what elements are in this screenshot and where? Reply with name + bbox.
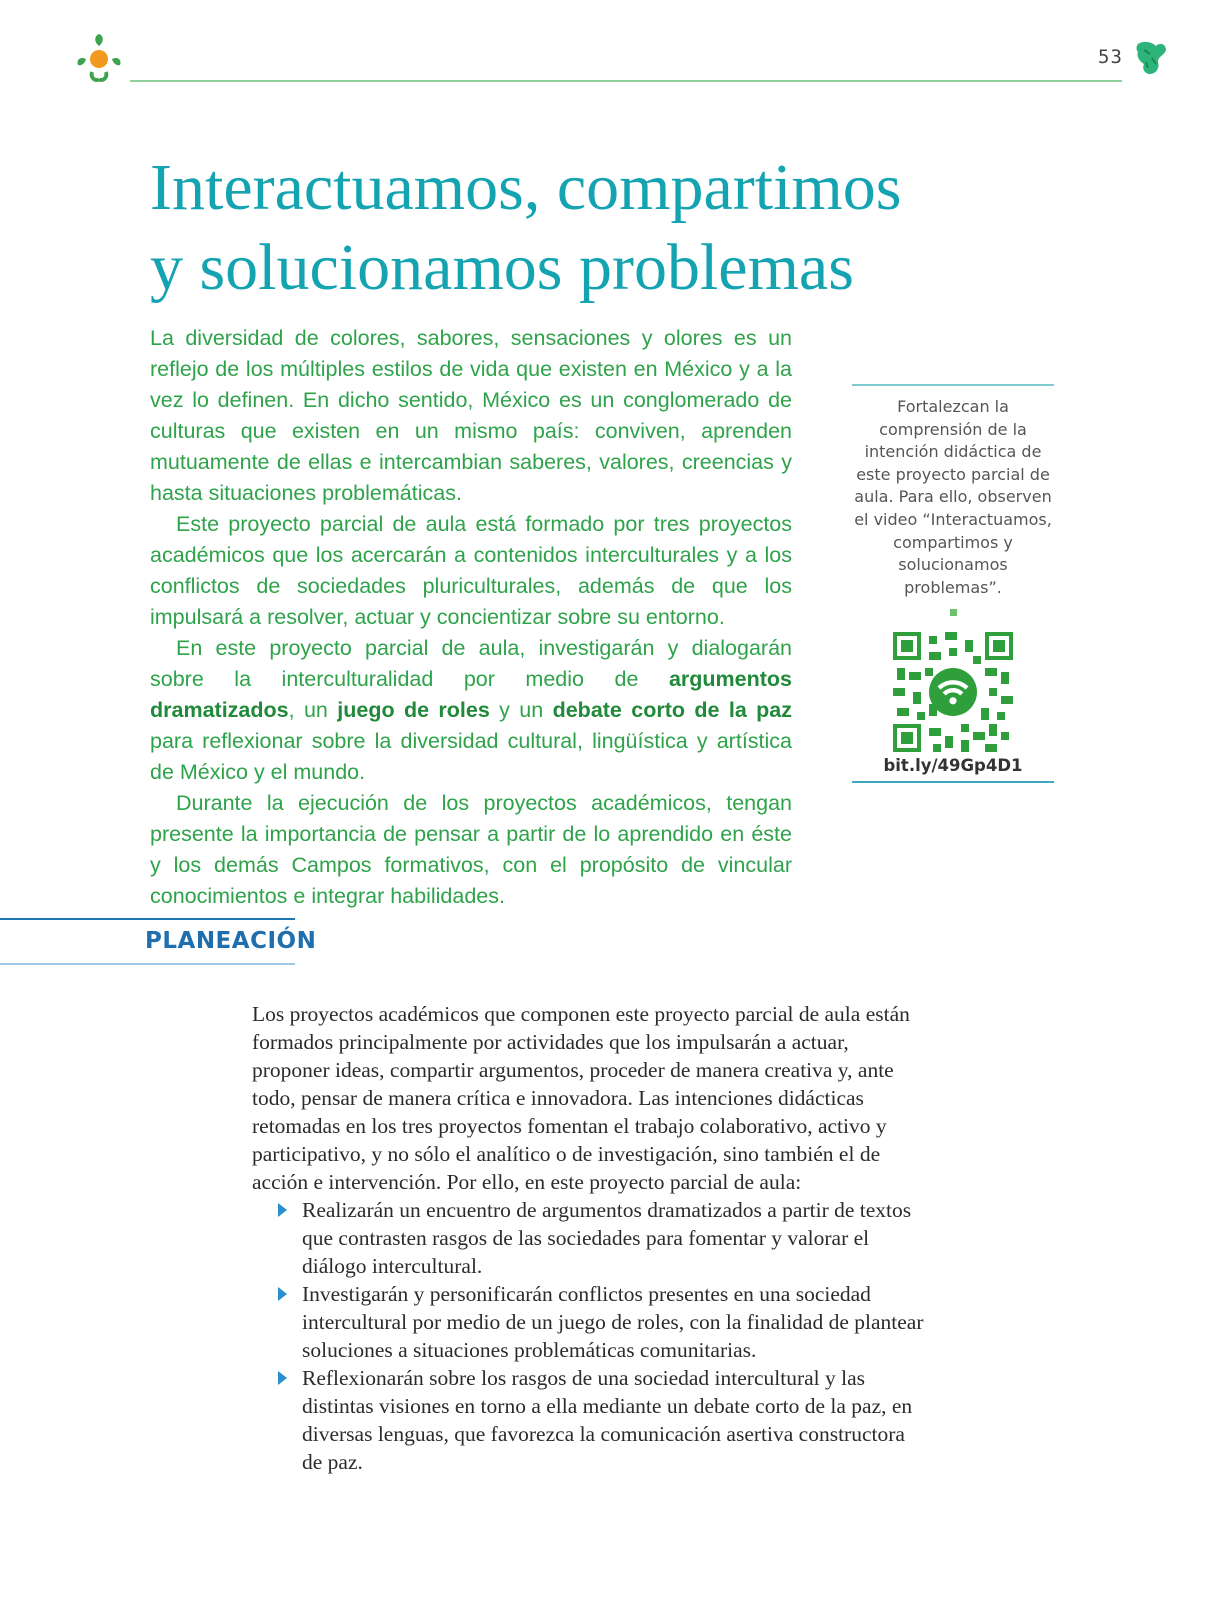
- header-rule: [130, 80, 1122, 82]
- green-glyph-icon: [1134, 38, 1168, 78]
- list-item-text: Realizarán un encuentro de argumentos dramatizados a partir de textos que contrasten rasgos de las sociedades para fomentar y valorar el diálogo intercultural.: [302, 1198, 912, 1278]
- list-item: [302, 1280, 924, 1364]
- term-debate-corto: debate corto de la paz: [552, 698, 792, 722]
- section-heading: PLANEACIÓN: [145, 928, 317, 954]
- section-bottom-rule: [0, 963, 295, 965]
- intro-p3-text-e: para reflexionar sobre la diversidad cultural, lingüística y artística de México y el mundo.: [150, 729, 792, 784]
- bullet-arrow-icon: [278, 1287, 287, 1301]
- intro-p3-text-a: En este proyecto parcial de aula, investigarán y dialogarán sobre la interculturalidad por medio de: [150, 636, 792, 691]
- qr-code-icon[interactable]: [893, 632, 1013, 752]
- list-item-text: Investigarán y personificarán conflictos presentes en una sociedad intercultural por medio de un juego de roles, con la finalidad de plantear soluciones a situaciones problemáticas comunitarias.: [302, 1282, 924, 1362]
- term-juego-de-roles: juego de roles: [337, 698, 490, 722]
- bullet-arrow-icon: [278, 1203, 287, 1217]
- section-top-rule: [0, 918, 295, 920]
- intro-paragraph-2: Este proyecto parcial de aula está formado por tres proyectos académicos que los acercarán a contenidos interculturales y a los conflictos de sociedades pluriculturales, además de que los impulsará a resolver, actuar y concientizar sobre su entorno.: [150, 512, 792, 629]
- term-argumentos-dramatizados: argumentos dramatizados: [150, 667, 792, 722]
- sidebar-bottom-rule: [852, 781, 1054, 783]
- page-number: 53: [1098, 46, 1123, 68]
- intro-text: [150, 323, 792, 912]
- sidebar-top-rule: [852, 384, 1054, 386]
- list-item: [302, 1196, 924, 1280]
- video-sidebar: [852, 384, 1054, 783]
- list-item: [302, 1364, 924, 1476]
- list-item-text: Reflexionarán sobre los rasgos de una sociedad intercultural y las distintas visiones en torno a ella mediante un debate corto de la paz, en diversas lenguas, que favorezca la comunicación asertiva constructora de paz.: [302, 1366, 913, 1474]
- intro-paragraph-1: La diversidad de colores, sabores, sensaciones y olores es un reflejo de los múltiples estilos de vida que existen en México y a la vez lo definen. En dicho sentido, México es un conglomerado de culturas que existen en un mismo país: conviven, aprenden mutuamente de ellas e intercambian saberes, valores, creencias y hasta situaciones problemáticas.: [150, 326, 792, 505]
- intro-p3-text-d: y un: [489, 698, 553, 722]
- video-link[interactable]: bit.ly/49Gp4D1: [883, 756, 1023, 776]
- intro-paragraph-4: Durante la ejecución de los proyectos académicos, tengan presente la importancia de pensar a partir de lo aprendido en éste y los demás Campos formativos, con el propósito de vincular conocimientos e integrar habilidades.: [150, 791, 792, 908]
- planning-list: [252, 1196, 924, 1476]
- flower-sprout-icon: [72, 32, 126, 86]
- sidebar-dot: [950, 609, 957, 616]
- title-line-1: Interactuamos, compartimos: [150, 151, 902, 224]
- planning-body: [252, 1000, 924, 1476]
- intro-paragraph-3: [150, 633, 792, 788]
- intro-p3-text-c: , un: [288, 698, 338, 722]
- title-line-2: y solucionamos problemas: [150, 231, 854, 304]
- sidebar-text: Fortalezcan la comprensión de la intención didáctica de este proyecto parcial de aula. Para ello, observen el video “Interactuamos, compartimos y solucionamos problemas”.: [854, 397, 1052, 597]
- page-title: [150, 148, 970, 308]
- bullet-arrow-icon: [278, 1371, 287, 1385]
- planning-intro: Los proyectos académicos que componen este proyecto parcial de aula están formados principalmente por actividades que los impulsarán a actuar, proponer ideas, compartir argumentos, proceder de manera creativa y, ante todo, pensar de manera crítica e innovadora. Las intenciones didácticas retomadas en los tres proyectos fomentan el trabajo colaborativo, activo y participativo, y no sólo el analítico o de investigación, sino también el de acción e intervención. Por ello, en este proyecto parcial de aula:: [252, 1002, 910, 1194]
